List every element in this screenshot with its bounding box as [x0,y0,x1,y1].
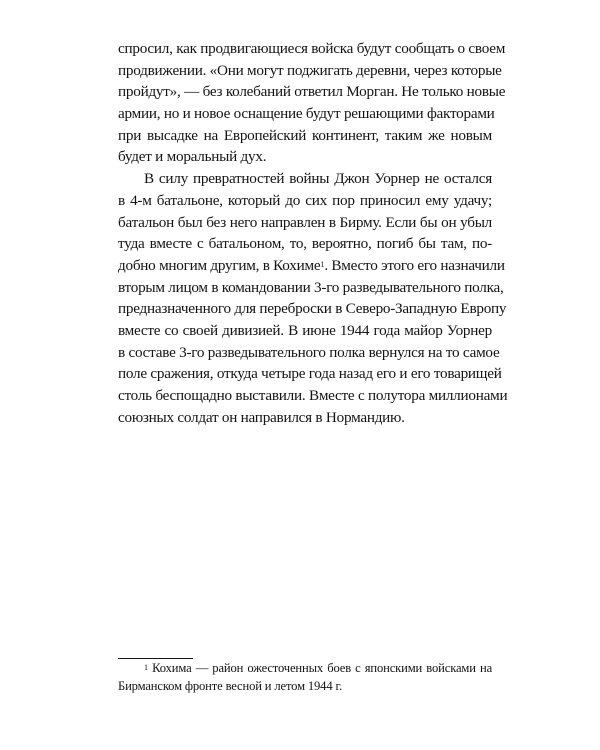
paragraph-2-line: В силу превратностей войны Джон Уорнер не остался [144,170,492,188]
paragraph-2-line-with-footnote [118,255,505,277]
text-segment: добно многим другим, в Кохиме [118,256,321,274]
paragraph-2-line: туда вместе с батальоном, то, вероятно, погиб бы там, по- [118,235,492,253]
paragraph-1-line: продвижении. «Они могут поджигать деревни, через которые [118,61,502,79]
body-text [118,38,508,428]
paragraph-1-line: спросил, как продвигающиеся войска будут сообщать о своем [118,40,506,57]
footnote-text: Кохима — район ожесточенных боев с японскими войсками на [152,661,493,675]
paragraph-2-line: поле сражения, откуда четыре года назад его и его товарищей [118,365,502,383]
footnote-reference[interactable]: 1 [320,259,325,269]
paragraph-2-line: столь беспощадно выставили. Вместе с полутора миллионами [118,387,508,404]
paragraph-2-line: вместе со своей дивизией. В июне 1944 года майор Уорнер [118,321,492,339]
footnote-line: Бирманском фронте весной и летом 1944 г. [118,679,343,693]
paragraph-1-line: армии, но и новое оснащение будут решающими факторами [118,105,495,123]
paragraph-1-line: пройдут», — без колебаний ответил Морган. Не только новые [118,83,506,101]
paragraph-1-line: при высадке на Европейский континент, таким же новым [118,126,492,144]
paragraph-2-line: вторым лицом в командовании 3-го разведывательного полка, [118,278,504,296]
paragraph-2-line: в 4-м батальоне, который до сих пор приносил ему удачу; [118,191,492,209]
paragraph-2-line: предназначенного для переброски в Северо-Западную Европу [118,300,507,318]
footnote [118,659,492,695]
paragraph-1-line: будет и моральный дух. [118,148,267,166]
footnote-marker: 1 [144,663,148,672]
paragraph-2-line: союзных солдат он направился в Нормандию. [118,408,405,426]
text-segment: . Вместо этого его назначили [324,256,505,274]
paragraph-2-line: в составе 3-го разведывательного полка вернулся на то самое [118,343,500,361]
paragraph-2-line: батальон был без него направлен в Бирму. Если бы он убыл [118,213,492,231]
footnote-line [118,659,492,677]
